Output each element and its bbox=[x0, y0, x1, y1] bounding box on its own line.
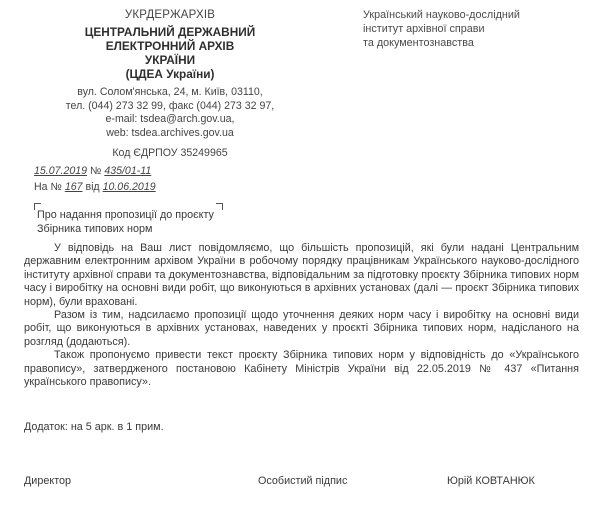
subject-line: Збірника типових норм bbox=[37, 223, 153, 235]
outgoing-date: 15.07.2019 bbox=[34, 165, 88, 177]
subject-line: Про надання пропозиції до проєкту bbox=[37, 209, 214, 221]
organization-name bbox=[60, 25, 280, 81]
subject-bracket-right bbox=[216, 203, 223, 210]
signatory-position: Директор bbox=[24, 475, 72, 487]
sender-address bbox=[60, 86, 280, 140]
recipient-line: інститут архівної справи bbox=[363, 23, 485, 35]
recipient-line: Український науково-дослідний bbox=[363, 9, 520, 21]
body-paragraph: У відповідь на Ваш лист повідомляємо, що більшість пропозицій, які були надані Центральним державним електронним архівом України в робочому порядку працівникам Українського науково-дослідного інституту архівної справи та документознавства, відповідальним за підготовку проєкту Збірника типових норм часу і виробітку на основні види робіт, що виконуються в архівних установах (далі — проєкт Збірника типових норм), були враховані. bbox=[24, 242, 579, 308]
signatory-name: Юрій КОВТАНЮК bbox=[447, 475, 535, 487]
org-line: ЕЛЕКТРОННИЙ АРХІВ bbox=[105, 39, 235, 53]
org-abbreviation: (ЦДЕА України) bbox=[125, 67, 215, 81]
sender-block bbox=[60, 8, 280, 160]
number-label: № bbox=[89, 165, 102, 177]
phone-fax-line: тел. (044) 273 32 99, факс (044) 273 32 97, bbox=[65, 99, 275, 112]
recipient-line: та документознавства bbox=[363, 37, 474, 49]
email-line: e-mail: tsdea@arch.gov.ua, bbox=[105, 113, 235, 125]
ref-from: від bbox=[85, 181, 100, 193]
incoming-reference bbox=[34, 181, 156, 193]
ref-prefix: На № bbox=[34, 181, 62, 193]
ref-date: 10.06.2019 bbox=[102, 181, 156, 193]
outgoing-registration bbox=[34, 165, 151, 177]
web-line: web: tsdea.archives.gov.ua bbox=[106, 126, 234, 139]
address-line: вул. Солом'янська, 24, м. Київ, 03110, bbox=[77, 86, 263, 98]
signature-placeholder: Особистий підпис bbox=[258, 475, 348, 487]
letter-subject bbox=[37, 208, 214, 236]
letter-body bbox=[24, 242, 579, 389]
attachment-note: Додаток: на 5 арк. в 1 прим. bbox=[24, 421, 164, 433]
recipient-block bbox=[363, 8, 520, 50]
org-line: УКРАЇНИ bbox=[144, 53, 196, 67]
body-paragraph: Також пропонуємо привести текст проєкту Збірника типових норм у відповідність до «Українського правопису», затвердженого постановою Кабінету Міністрів України від 22.05.2019 № 437 «Питання українського правопису». bbox=[24, 349, 579, 389]
agency-name: УКРДЕРЖАРХІВ bbox=[124, 9, 216, 21]
org-line: ЦЕНТРАЛЬНИЙ ДЕРЖАВНИЙ bbox=[84, 25, 256, 39]
body-paragraph: Разом із тим, надсилаємо пропозиції щодо уточнення деяких норм часу і виробітку на основні види робіт, що виконуються в архівних установах, наведених у проєкті Збірника типових норм, надісланого на розгляд (додаються). bbox=[24, 309, 579, 348]
edrpou-code: Код ЄДРПОУ 35249965 bbox=[112, 147, 228, 159]
outgoing-number: 435/01-11 bbox=[104, 165, 152, 177]
ref-number: 167 bbox=[64, 181, 83, 193]
